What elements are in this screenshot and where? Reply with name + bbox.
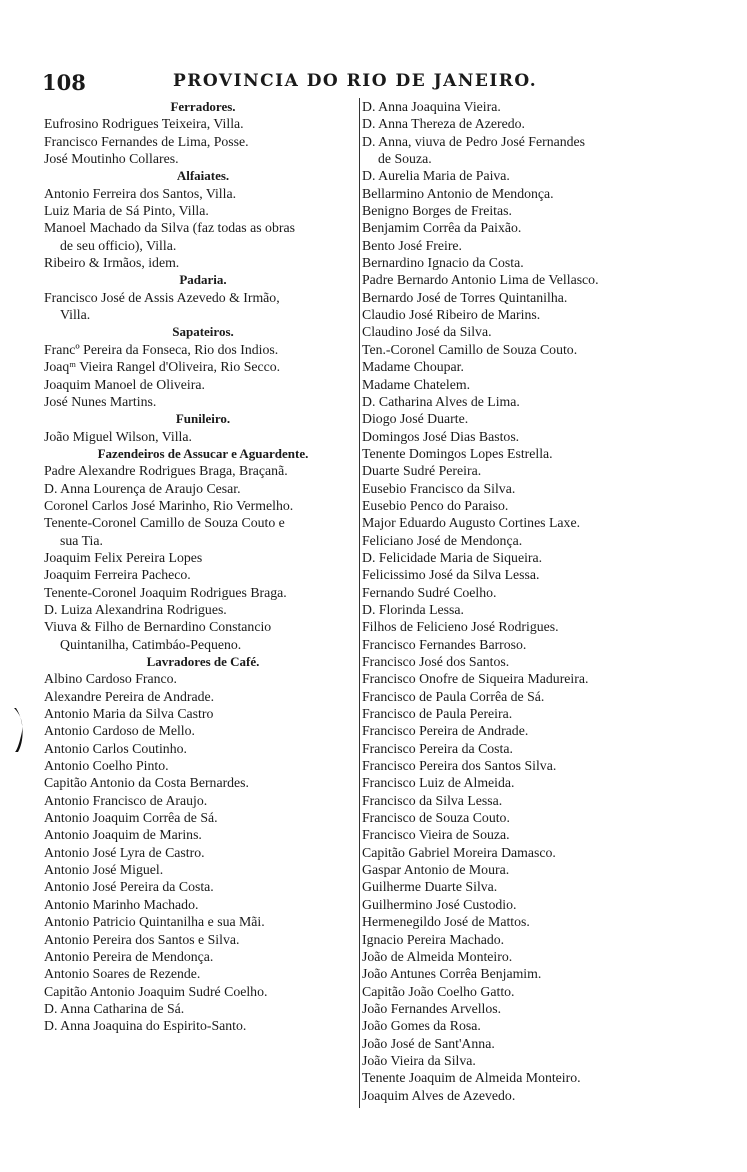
section-heading: Funileiro.: [175, 411, 231, 427]
list-entry: Francisco Vieira de Souza.: [362, 827, 510, 843]
list-entry: D. Anna Lourença de Araujo Cesar.: [44, 480, 241, 496]
list-entry: Alexandre Pereira de Andrade.: [44, 688, 215, 704]
list-entry: Madame Chatelem.: [362, 376, 471, 392]
list-entry: Francisco Pereira de Andrade.: [362, 723, 529, 739]
list-entry: Benjamim Corrêa da Paixão.: [362, 220, 522, 236]
list-entry: Luiz Maria de Sá Pinto, Villa.: [44, 203, 209, 219]
list-entry: Antonio Ferreira dos Santos, Villa.: [44, 185, 237, 201]
list-entry: Ten.-Coronel Camillo de Souza Couto.: [362, 341, 578, 357]
list-entry: Diogo José Duarte.: [362, 411, 469, 427]
list-entry: Claudio José Ribeiro de Marins.: [362, 307, 541, 323]
list-entry: Antonio Soares de Rezende.: [44, 966, 201, 982]
list-entry: João de Almeida Monteiro.: [362, 948, 513, 964]
list-entry: Bernardo José de Torres Quintanilha.: [362, 289, 568, 305]
list-entry: Joaquim Manoel de Oliveira.: [44, 376, 205, 392]
list-entry: Francisco Onofre de Siqueira Madureira.: [362, 671, 589, 687]
list-entry: Antonio Francisco de Araujo.: [44, 792, 208, 808]
entry-continuation: Villa.: [60, 307, 91, 323]
list-entry: João Fernandes Arvellos.: [362, 1000, 502, 1016]
list-entry: Antonio Pereira de Mendonça.: [44, 948, 214, 964]
page-header: [38, 70, 718, 96]
list-entry: D. Anna Catharina de Sá.: [44, 1000, 185, 1016]
list-entry: Manoel Machado da Silva (faz todas as obras: [44, 220, 295, 236]
list-entry: D. Luiza Alexandrina Rodrigues.: [44, 601, 227, 617]
list-entry: Capitão João Coelho Gatto.: [362, 983, 515, 999]
list-entry: Antonio Joaquim Corrêa de Sá.: [44, 810, 218, 826]
list-entry: Francisco José dos Santos.: [362, 654, 510, 669]
list-entry: Tenente-Coronel Joaquim Rodrigues Braga.: [44, 584, 287, 600]
list-entry: Madame Choupar.: [362, 359, 464, 375]
list-entry: Francisco Luiz de Almeida.: [362, 775, 515, 791]
margin-ink-mark: [12, 706, 26, 754]
list-entry: D. Aurelia Maria de Paiva.: [362, 168, 510, 184]
section-heading: Sapateiros.: [172, 324, 234, 340]
list-entry: João Gomes da Rosa.: [362, 1018, 481, 1034]
list-entry: Fernando Sudré Coelho.: [362, 584, 497, 600]
list-entry: Ignacio Pereira Machado.: [362, 931, 505, 947]
list-entry: Capitão Antonio da Costa Bernardes.: [44, 775, 249, 791]
list-entry: Bernardino Ignacio da Costa.: [362, 255, 524, 271]
list-entry: D. Anna Thereza de Azeredo.: [362, 116, 525, 132]
list-entry: Capitão Antonio Joaquim Sudré Coelho.: [44, 983, 268, 999]
page-number: 108: [42, 70, 86, 95]
list-entry: Eusebio Francisco da Silva.: [362, 480, 516, 496]
list-entry: João Antunes Corrêa Benjamim.: [362, 966, 542, 982]
list-entry: Gaspar Antonio de Moura.: [362, 862, 510, 878]
list-entry: Filhos de Felicieno José Rodrigues.: [362, 619, 559, 635]
list-entry: Antonio Patricio Quintanilha e sua Mãi.: [44, 914, 265, 930]
entry-continuation: de Souza.: [378, 151, 432, 167]
list-entry: Tenente Domingos Lopes Estrella.: [362, 445, 553, 461]
section-heading: Alfaiates.: [176, 168, 230, 184]
list-entry: Domingos José Dias Bastos.: [362, 428, 520, 444]
section-heading: Lavradores de Café.: [146, 654, 260, 669]
list-entry: Francº Pereira da Fonseca, Rio dos Indios.: [44, 341, 279, 357]
list-entry: Padre Bernardo Antonio Lima de Vellasco.: [362, 272, 599, 288]
list-entry: Francisco de Paula Corrêa de Sá.: [362, 688, 545, 704]
list-entry: D. Felicidade Maria de Siqueira.: [362, 549, 543, 565]
list-entry: Antonio José Pereira da Costa.: [44, 879, 214, 895]
list-entry: Bellarmino Antonio de Mendonça.: [362, 185, 554, 201]
list-entry: Guilherme Duarte Silva.: [362, 879, 498, 895]
list-entry: Tenente Joaquim de Almeida Monteiro.: [362, 1070, 581, 1086]
list-entry: Antonio Cardoso de Mello.: [44, 723, 195, 739]
list-entry: João Miguel Wilson, Villa.: [44, 428, 192, 444]
section-heading: Padaria.: [179, 272, 227, 288]
entry-continuation: sua Tia.: [60, 532, 103, 548]
list-entry: Hermenegildo José de Mattos.: [362, 914, 530, 930]
list-entry: Viuva & Filho de Bernardino Constancio: [44, 619, 272, 635]
list-entry: Benigno Borges de Freitas.: [362, 203, 512, 219]
list-entry: Major Eduardo Augusto Cortines Laxe.: [362, 515, 581, 531]
list-entry: Francisco de Souza Couto.: [362, 810, 510, 826]
list-entry: Francisco da Silva Lessa.: [362, 792, 503, 808]
list-entry: Antonio José Miguel.: [44, 862, 164, 878]
list-entry: Capitão Gabriel Moreira Damasco.: [362, 844, 556, 860]
list-entry: Francisco Pereira dos Santos Silva.: [362, 758, 557, 774]
left-column: [44, 98, 362, 1035]
list-entry: João Vieira da Silva.: [362, 1052, 476, 1068]
list-entry: Antonio Marinho Machado.: [44, 896, 199, 912]
right-column: [362, 98, 678, 1104]
list-entry: Joaqᵐ Vieira Rangel d'Oliveira, Rio Secco.: [44, 359, 281, 375]
list-entry: Antonio Pereira dos Santos e Silva.: [44, 931, 240, 947]
list-entry: D. Anna Joaquina Vieira.: [362, 99, 501, 114]
list-entry: Felicissimo José da Silva Lessa.: [362, 567, 540, 583]
list-entry: Francisco Pereira da Costa.: [362, 740, 513, 756]
list-entry: João José de Sant'Anna.: [362, 1035, 495, 1051]
list-entry: Bento José Freire.: [362, 237, 463, 253]
section-heading: Ferradores.: [170, 99, 236, 114]
list-entry: Feliciano José de Mendonça.: [362, 532, 523, 548]
column-divider: [359, 98, 360, 1108]
list-entry: Antonio Carlos Coutinho.: [44, 740, 187, 756]
list-entry: Antonio Maria da Silva Castro: [44, 706, 214, 722]
list-entry: Francisco José de Assis Azevedo & Irmão,: [44, 289, 280, 305]
list-entry: Ribeiro & Irmãos, idem.: [44, 255, 180, 271]
running-title: PROVINCIA DO RIO DE JANEIRO.: [173, 71, 538, 91]
list-entry: D. Anna, viuva de Pedro José Fernandes: [362, 133, 586, 149]
section-heading: Fazendeiros de Assucar e Aguardente.: [97, 445, 309, 461]
list-entry: Eufrosino Rodrigues Teixeira, Villa.: [44, 116, 244, 132]
list-entry: Claudino José da Silva.: [362, 324, 492, 340]
list-entry: Antonio Joaquim de Marins.: [44, 827, 202, 843]
list-entry: Joaquim Alves de Azevedo.: [362, 1087, 516, 1103]
list-entry: Francisco de Paula Pereira.: [362, 706, 513, 722]
list-entry: Francisco Fernandes Barroso.: [362, 636, 527, 652]
list-entry: José Moutinho Collares.: [44, 151, 179, 167]
list-entry: Antonio José Lyra de Castro.: [44, 844, 205, 860]
list-entry: D. Anna Joaquina do Espirito-Santo.: [44, 1018, 247, 1034]
list-entry: Joaquim Ferreira Pacheco.: [44, 567, 191, 583]
entry-continuation: Quintanilha, Catimbáo-Pequeno.: [60, 636, 242, 652]
list-entry: Francisco Fernandes de Lima, Posse.: [44, 133, 249, 149]
list-entry: Padre Alexandre Rodrigues Braga, Braçanã.: [44, 463, 288, 479]
list-entry: Eusebio Penco do Paraiso.: [362, 497, 509, 513]
list-entry: Guilhermino José Custodio.: [362, 896, 517, 912]
list-entry: José Nunes Martins.: [44, 393, 157, 409]
list-entry: D. Florinda Lessa.: [362, 601, 464, 617]
entry-continuation: de seu officio), Villa.: [60, 237, 177, 253]
list-entry: Coronel Carlos José Marinho, Rio Vermelho.: [44, 497, 294, 513]
list-entry: Duarte Sudré Pereira.: [362, 463, 482, 479]
list-entry: Albino Cardoso Franco.: [44, 671, 177, 687]
list-entry: D. Catharina Alves de Lima.: [362, 393, 520, 409]
list-entry: Antonio Coelho Pinto.: [44, 758, 169, 774]
list-entry: Tenente-Coronel Camillo de Souza Couto e: [44, 515, 285, 531]
list-entry: Joaquim Felix Pereira Lopes: [44, 549, 203, 565]
